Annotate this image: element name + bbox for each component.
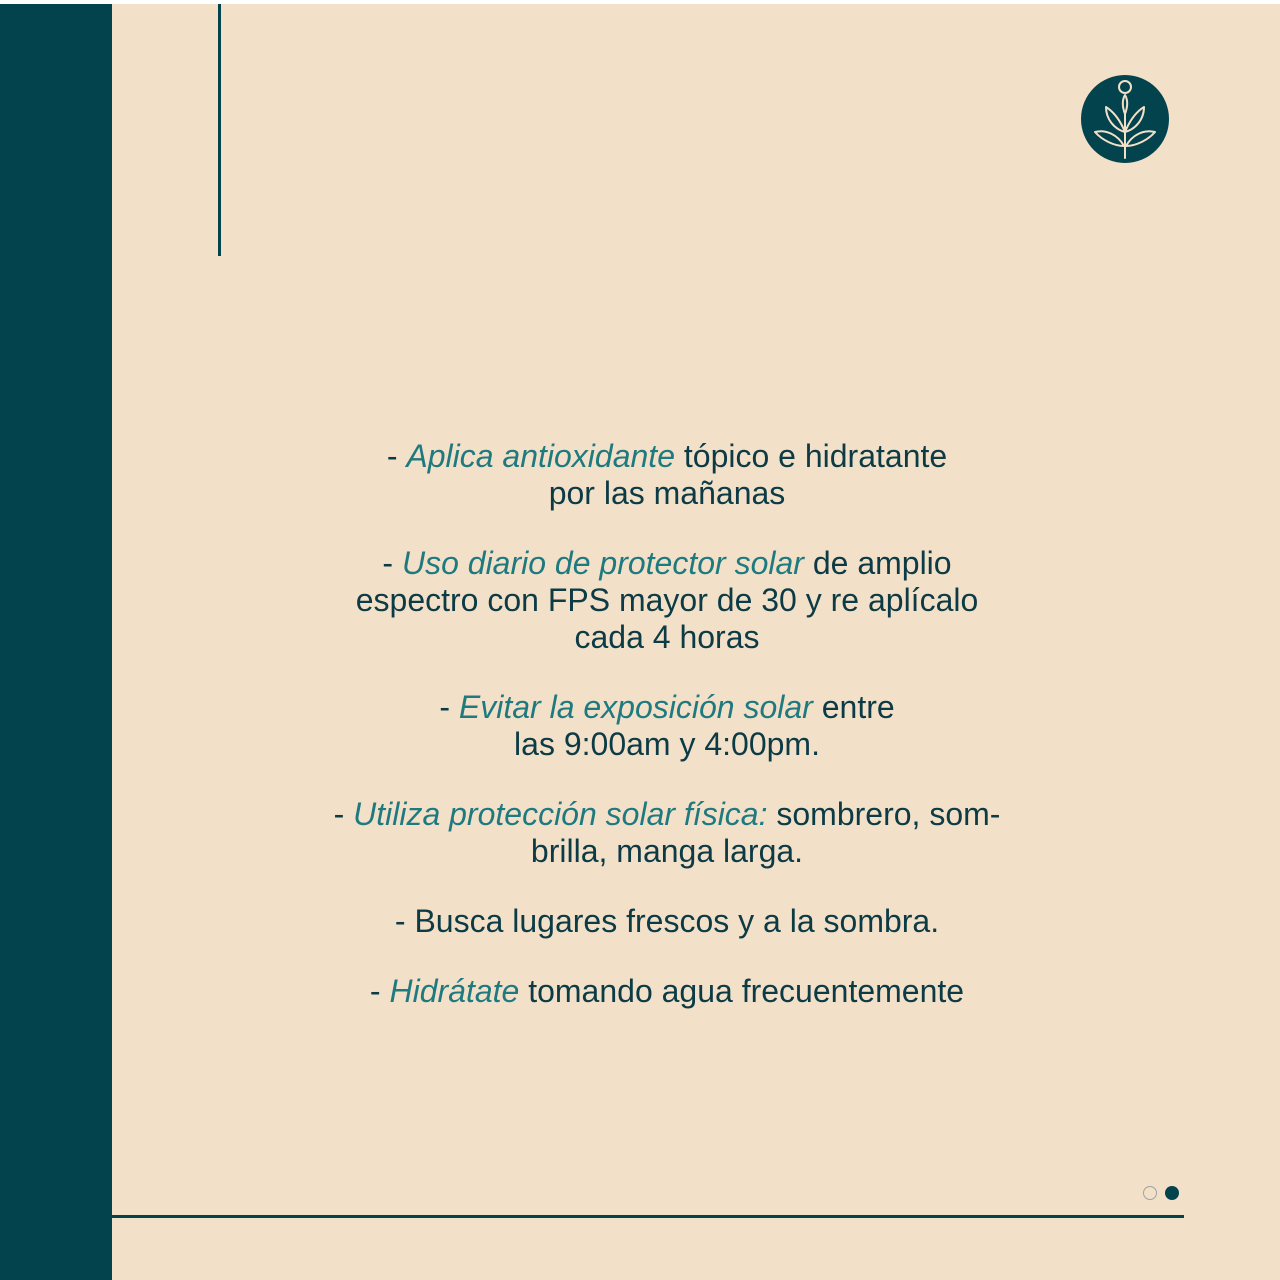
tip-highlight: Aplica antioxidante xyxy=(406,438,675,474)
left-color-band xyxy=(0,4,112,1280)
vertical-accent-line xyxy=(218,4,221,256)
pagination-dot-1[interactable] xyxy=(1143,1186,1157,1200)
pagination-dot-2-active[interactable] xyxy=(1165,1186,1179,1200)
tip-antioxidant: - Aplica antioxidante tópico e hidratante por las mañanas xyxy=(386,438,948,511)
tip-highlight: Utiliza protección solar física: xyxy=(353,796,768,832)
top-strip xyxy=(0,0,1280,4)
tip-highlight: Uso diario de protector solar xyxy=(401,545,804,581)
tip-highlight: Hidrátate xyxy=(389,973,520,1009)
tip-highlight: Evitar la exposición solar xyxy=(458,689,813,725)
tip-sunscreen: - Uso diario de protector solar de amplio espectro con FPS mayor de 30 y re aplícalo cada 4 horas xyxy=(355,545,979,655)
tip-shade: - Busca lugares frescos y a la sombra. xyxy=(394,903,940,939)
tip-physical-protection: - Utiliza protección solar física: sombrero, som- brilla, manga larga. xyxy=(333,796,1001,869)
leaf-person-logo-icon xyxy=(1080,74,1170,164)
tip-avoid-sun: - Evitar la exposición solar entre las 9:00am y 4:00pm. xyxy=(439,689,895,762)
pagination-dots xyxy=(1143,1186,1179,1200)
bottom-divider xyxy=(112,1215,1184,1218)
tips-list xyxy=(300,438,1034,1043)
tip-hydrate: - Hidrátate tomando agua frecuentemente xyxy=(369,973,965,1009)
